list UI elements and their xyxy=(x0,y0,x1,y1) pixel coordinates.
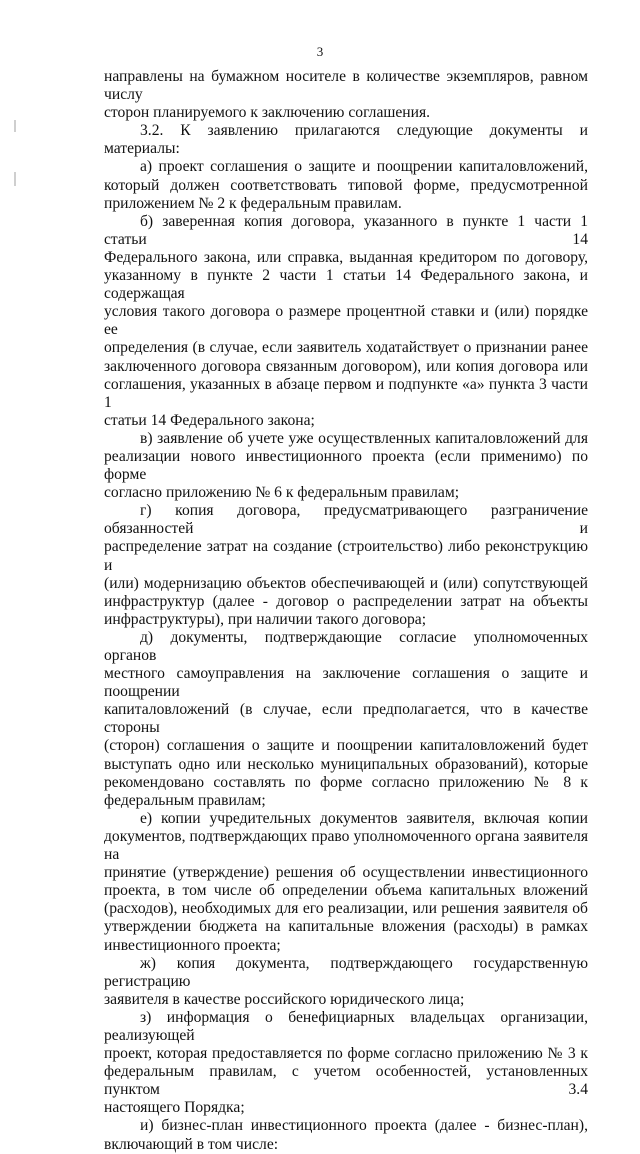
text-line: проекта, в том числе об определении объема капитальных вложений xyxy=(104,882,588,900)
text-line: проект, которая предоставляется по форме согласно приложению № 3 к xyxy=(104,1045,588,1063)
text-line: капиталовложений (в случае, если предполагается, что в качестве стороны xyxy=(104,701,588,737)
text-line: заявителя в качестве российского юридического лица; xyxy=(104,990,465,1008)
text-line: рекомендовано составлять по форме согласно приложению № 8 к xyxy=(104,773,588,791)
text-line: г) копия договора, предусматривающего разграничение обязанностей и xyxy=(104,502,588,538)
text-line: ж) копия документа, подтверждающего государственную регистрацию xyxy=(104,954,588,990)
text-line: федеральным правилам; xyxy=(104,791,266,809)
text-line: согласно приложению № 6 к федеральным правилам; xyxy=(104,484,460,502)
text-line: распределение затрат на создание (строительство) либо реконструкцию и xyxy=(104,538,588,574)
text-line: документов, подтверждающих право уполномоченного органа заявителя на xyxy=(104,827,588,864)
text-line: реализации нового инвестиционного проекта (если применимо) по форме xyxy=(104,447,588,484)
text-line: который должен соответствовать типовой форме, предусмотренной xyxy=(104,176,588,194)
text-line: 3.2. К заявлению прилагаются следующие документы и материалы: xyxy=(104,122,588,158)
text-line: указанному в пункте 2 части 1 статьи 14 Федерального закона, и содержащая xyxy=(104,267,588,303)
text-line: принятие (утверждение) решения об осуществлении инвестиционного xyxy=(104,864,588,882)
text-line: (или) модернизацию объектов обеспечивающей и (или) сопутствующей xyxy=(104,574,588,592)
text-line: инфраструктуры), при наличии такого договора; xyxy=(104,610,427,628)
text-line: д) документы, подтверждающие согласие уполномоченных органов xyxy=(104,628,588,664)
text-line: направлены на бумажном носителе в количестве экземпляров, равном числу xyxy=(104,68,588,104)
document-body xyxy=(104,68,588,1154)
page-number: 3 xyxy=(316,44,324,59)
text-line: инвестиционного проекта; xyxy=(104,936,281,954)
text-line: утверждении бюджета на капитальные вложения (расходы) в рамках xyxy=(104,918,588,936)
text-line: Федерального закона, или справка, выданная кредитором по договору, xyxy=(104,248,588,266)
text-line: включающий в том числе: xyxy=(104,1135,279,1153)
text-line: (сторон) соглашения о защите и поощрении капиталовложений будет xyxy=(104,737,588,755)
text-line: приложением № 2 к федеральным правилам. xyxy=(104,194,402,212)
text-line: настоящего Порядка; xyxy=(104,1099,245,1117)
text-line: заключенного договора связанным договором), или копия договора или xyxy=(104,357,588,375)
text-line: определения (в случае, если заявитель ходатайствует о признании ранее xyxy=(104,339,588,357)
text-line: е) копии учредительных документов заявителя, включая копии xyxy=(140,809,588,827)
text-line: б) заверенная копия договора, указанного в пункте 1 части 1 статьи 14 xyxy=(104,212,588,248)
text-line: инфраструктур (далее - договор о распределении затрат на объекты xyxy=(104,592,588,610)
text-line: местного самоуправления на заключение соглашения о защите и поощрении xyxy=(104,665,588,701)
text-line: федеральным правилам, с учетом особенностей, установленных пунктом 3.4 xyxy=(104,1063,588,1099)
text-line: а) проект соглашения о защите и поощрении капиталовложений, xyxy=(140,158,588,176)
text-line: статьи 14 Федерального закона; xyxy=(104,411,315,429)
text-line: соглашения, указанных в абзаце первом и подпункте «а» пункта 3 части 1 xyxy=(104,375,588,411)
text-line: условия такого договора о размере процентной ставки и (или) порядке ее xyxy=(104,303,588,339)
text-line: и) бизнес-план инвестиционного проекта (далее - бизнес-план), xyxy=(140,1117,588,1135)
margin-mark xyxy=(14,172,16,186)
text-line: выступать одно или несколько муниципальных образований), которые xyxy=(104,755,588,773)
text-line: сторон планируемого к заключению соглашения. xyxy=(104,104,431,122)
text-line: з) информация о бенефициарных владельцах организации, реализующей xyxy=(104,1008,588,1044)
margin-mark xyxy=(14,120,16,132)
text-line: в) заявление об учете уже осуществленных капиталовложений для xyxy=(140,429,588,447)
text-line: (расходов), необходимых для его реализации, или решения заявителя об xyxy=(104,900,588,918)
